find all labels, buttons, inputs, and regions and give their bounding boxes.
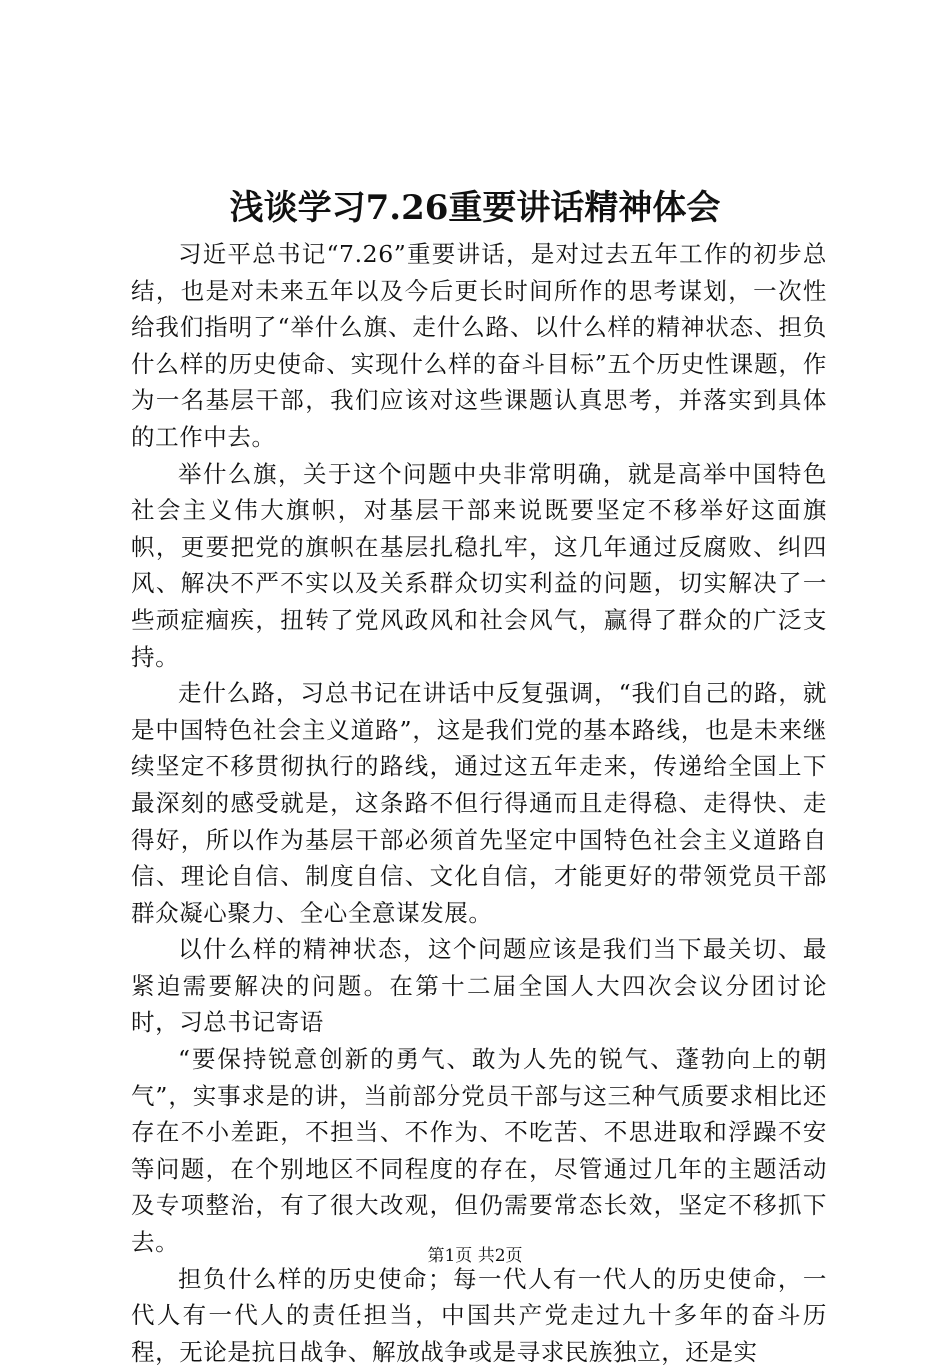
page-footer: 第1页 共2页 <box>427 1246 523 1266</box>
paragraph: “要保持锐意创新的勇气、敢为人先的锐气、蓬勃向上的朝气”，实事求是的讲，当前部分党员干部与这三种气质要求相比还存在不小差距，不担当、不作为、不吃苦、不思进取和浮躁不安等问题，在个别地区不同程度的存在，尽管通过几年的主题活动及专项整治，有了很大改观，但仍需要常态长效，坚定不移抓下去。 <box>131 1045 827 1257</box>
paragraph: 担负什么样的历史使命；每一代人有一代人的历史使命，一代人有一代人的责任担当，中国共产党走过九十多年的奋斗历程，无论是抗日战争、解放战争或是寻求民族独立，还是实 <box>131 1264 827 1366</box>
document-title: 浅谈学习7.26重要讲话精神体会 <box>229 188 721 228</box>
paragraph: 举什么旗，关于这个问题中央非常明确，就是高举中国特色社会主义伟大旗帜，对基层干部来说既要坚定不移举好这面旗帜，更要把党的旗帜在基层扎稳扎牢，这几年通过反腐败、纠四风、解决不严不实以及关系群众切实利益的问题，切实解决了一些顽症痼疾，扭转了党风政风和社会风气，赢得了群众的广泛支持。 <box>131 459 827 671</box>
paragraph: 以什么样的精神状态，这个问题应该是我们当下最关切、最紧迫需要解决的问题。在第十二届全国人大四次会议分团讨论时，习总书记寄语 <box>131 935 827 1037</box>
document-body <box>131 236 827 1370</box>
paragraph: 习近平总书记“7.26”重要讲话，是对过去五年工作的初步总结，也是对未来五年以及今后更长时间所作的思考谋划，一次性给我们指明了“举什么旗、走什么路、以什么样的精神状态、担负什么样的历史使命、实现什么样的奋斗目标”五个历史性课题，作为一名基层干部，我们应该对这些课题认真思考，并落实到具体的工作中去。 <box>131 240 827 451</box>
paragraph: 走什么路，习总书记在讲话中反复强调，“我们自己的路，就是中国特色社会主义道路”，这是我们党的基本路线，也是未来继续坚定不移贯彻执行的路线，通过这五年走来，传递给全国上下最深刻的感受就是，这条路不但行得通而且走得稳、走得快、走得好，所以作为基层干部必须首先坚定中国特色社会主义道路自信、理论自信、制度自信、文化自信，才能更好的带领党员干部群众凝心聚力、全心全意谋发展。 <box>131 679 827 927</box>
